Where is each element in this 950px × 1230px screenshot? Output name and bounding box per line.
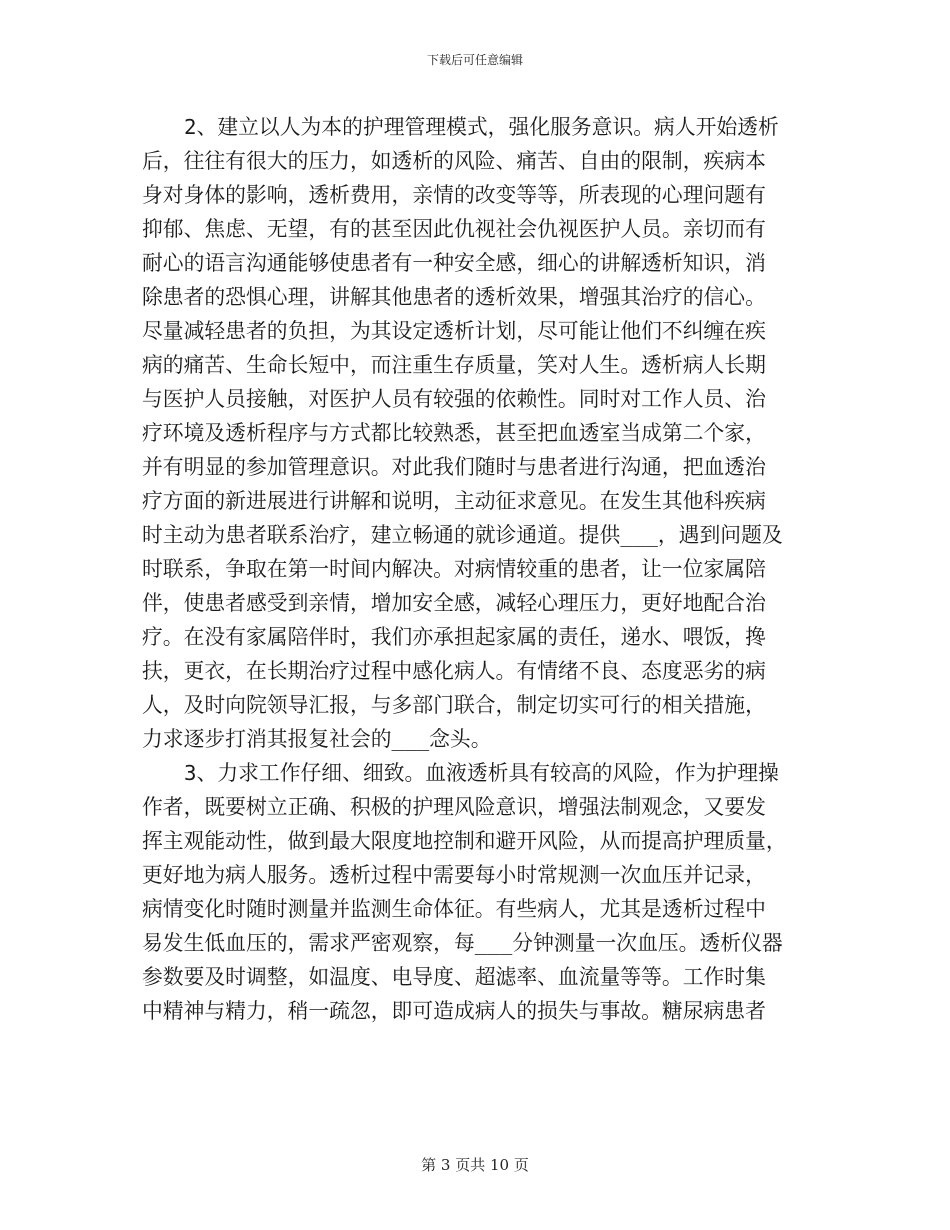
text-line: 与医护人员接触，对医护人员有较强的依赖性。同时对工作人员、治 (142, 387, 766, 411)
page-header: 下载后可任意编辑 (426, 53, 523, 67)
text-line: 参数要及时调整，如温度、电导度、超滤率、血流量等等。工作时集 (142, 965, 766, 989)
text-line: 病情变化时随时测量并监测生命体征。有些病人，尤其是透析过程中 (142, 897, 766, 921)
text-line: 易发生低血压的，需求严密观察，每___分钟测量一次血压。透析仪器 (142, 931, 783, 955)
text-line: 除患者的恐惧心理，讲解其他患者的透析效果，增强其治疗的信心。 (142, 285, 766, 309)
text-line: 更好地为病人服务。透析过程中需要每小时常规测一次血压并记录， (142, 863, 766, 887)
text-line: 人，及时向院领导汇报，与多部门联合，制定切实可行的相关措施， (142, 693, 766, 717)
text-line: 耐心的语言沟通能够使患者有一种安全感，细心的讲解透析知识，消 (142, 251, 766, 275)
text-line: 后，往往有很大的压力，如透析的风险、痛苦、自由的限制，疾病本 (142, 149, 766, 173)
text-line: 疗方面的新进展进行讲解和说明，主动征求意见。在发生其他科疾病 (142, 489, 766, 513)
text-line: 尽量减轻患者的负担，为其设定透析计划，尽可能让他们不纠缠在疾 (142, 319, 766, 343)
page-number: 第 3 页共 10 页 (421, 1156, 529, 1174)
text-line: 伴，使患者感受到亲情，增加安全感，减轻心理压力，更好地配合治 (142, 591, 766, 615)
text-line: 身对身体的影响，透析费用，亲情的改变等等，所表现的心理问题有 (142, 183, 766, 207)
paragraph (142, 110, 822, 756)
text-line: 挥主观能动性，做到最大限度地控制和避开风险，从而提高护理质量， (142, 829, 787, 853)
text-line: 扶，更衣，在长期治疗过程中感化病人。有情绪不良、态度恶劣的病 (142, 659, 766, 683)
text-line: 疗。在没有家属陪伴时，我们亦承担起家属的责任，递水、喂饭，搀 (142, 625, 766, 649)
text-line: 力求逐步打消其报复社会的___念头。 (142, 727, 492, 751)
text-line: 3、力求工作仔细、细致。血液透析具有较高的风险，作为护理操 (184, 761, 779, 785)
document-body (142, 110, 822, 1028)
text-line: 抑郁、焦虑、无望，有的甚至因此仇视社会仇视医护人员。亲切而有 (142, 217, 766, 241)
paragraph (142, 756, 822, 1028)
text-line: 疗环境及透析程序与方式都比较熟悉，甚至把血透室当成第二个家， (142, 421, 766, 445)
text-line: 中精神与精力，稍一疏忽，即可造成病人的损失与事故。糖尿病患者 (142, 999, 766, 1023)
text-line: 并有明显的参加管理意识。对此我们随时与患者进行沟通，把血透治 (142, 455, 766, 479)
text-line: 作者，既要树立正确、积极的护理风险意识，增强法制观念，又要发 (142, 795, 766, 819)
text-line: 时主动为患者联系治疗，建立畅通的就诊通道。提供___，遇到问题及 (142, 523, 783, 547)
text-line: 病的痛苦、生命长短中，而注重生存质量，笑对人生。透析病人长期 (142, 353, 766, 377)
text-line: 2、建立以人为本的护理管理模式，强化服务意识。病人开始透析 (184, 115, 779, 139)
text-line: 时联系，争取在第一时间内解决。对病情较重的患者，让一位家属陪 (142, 557, 766, 581)
